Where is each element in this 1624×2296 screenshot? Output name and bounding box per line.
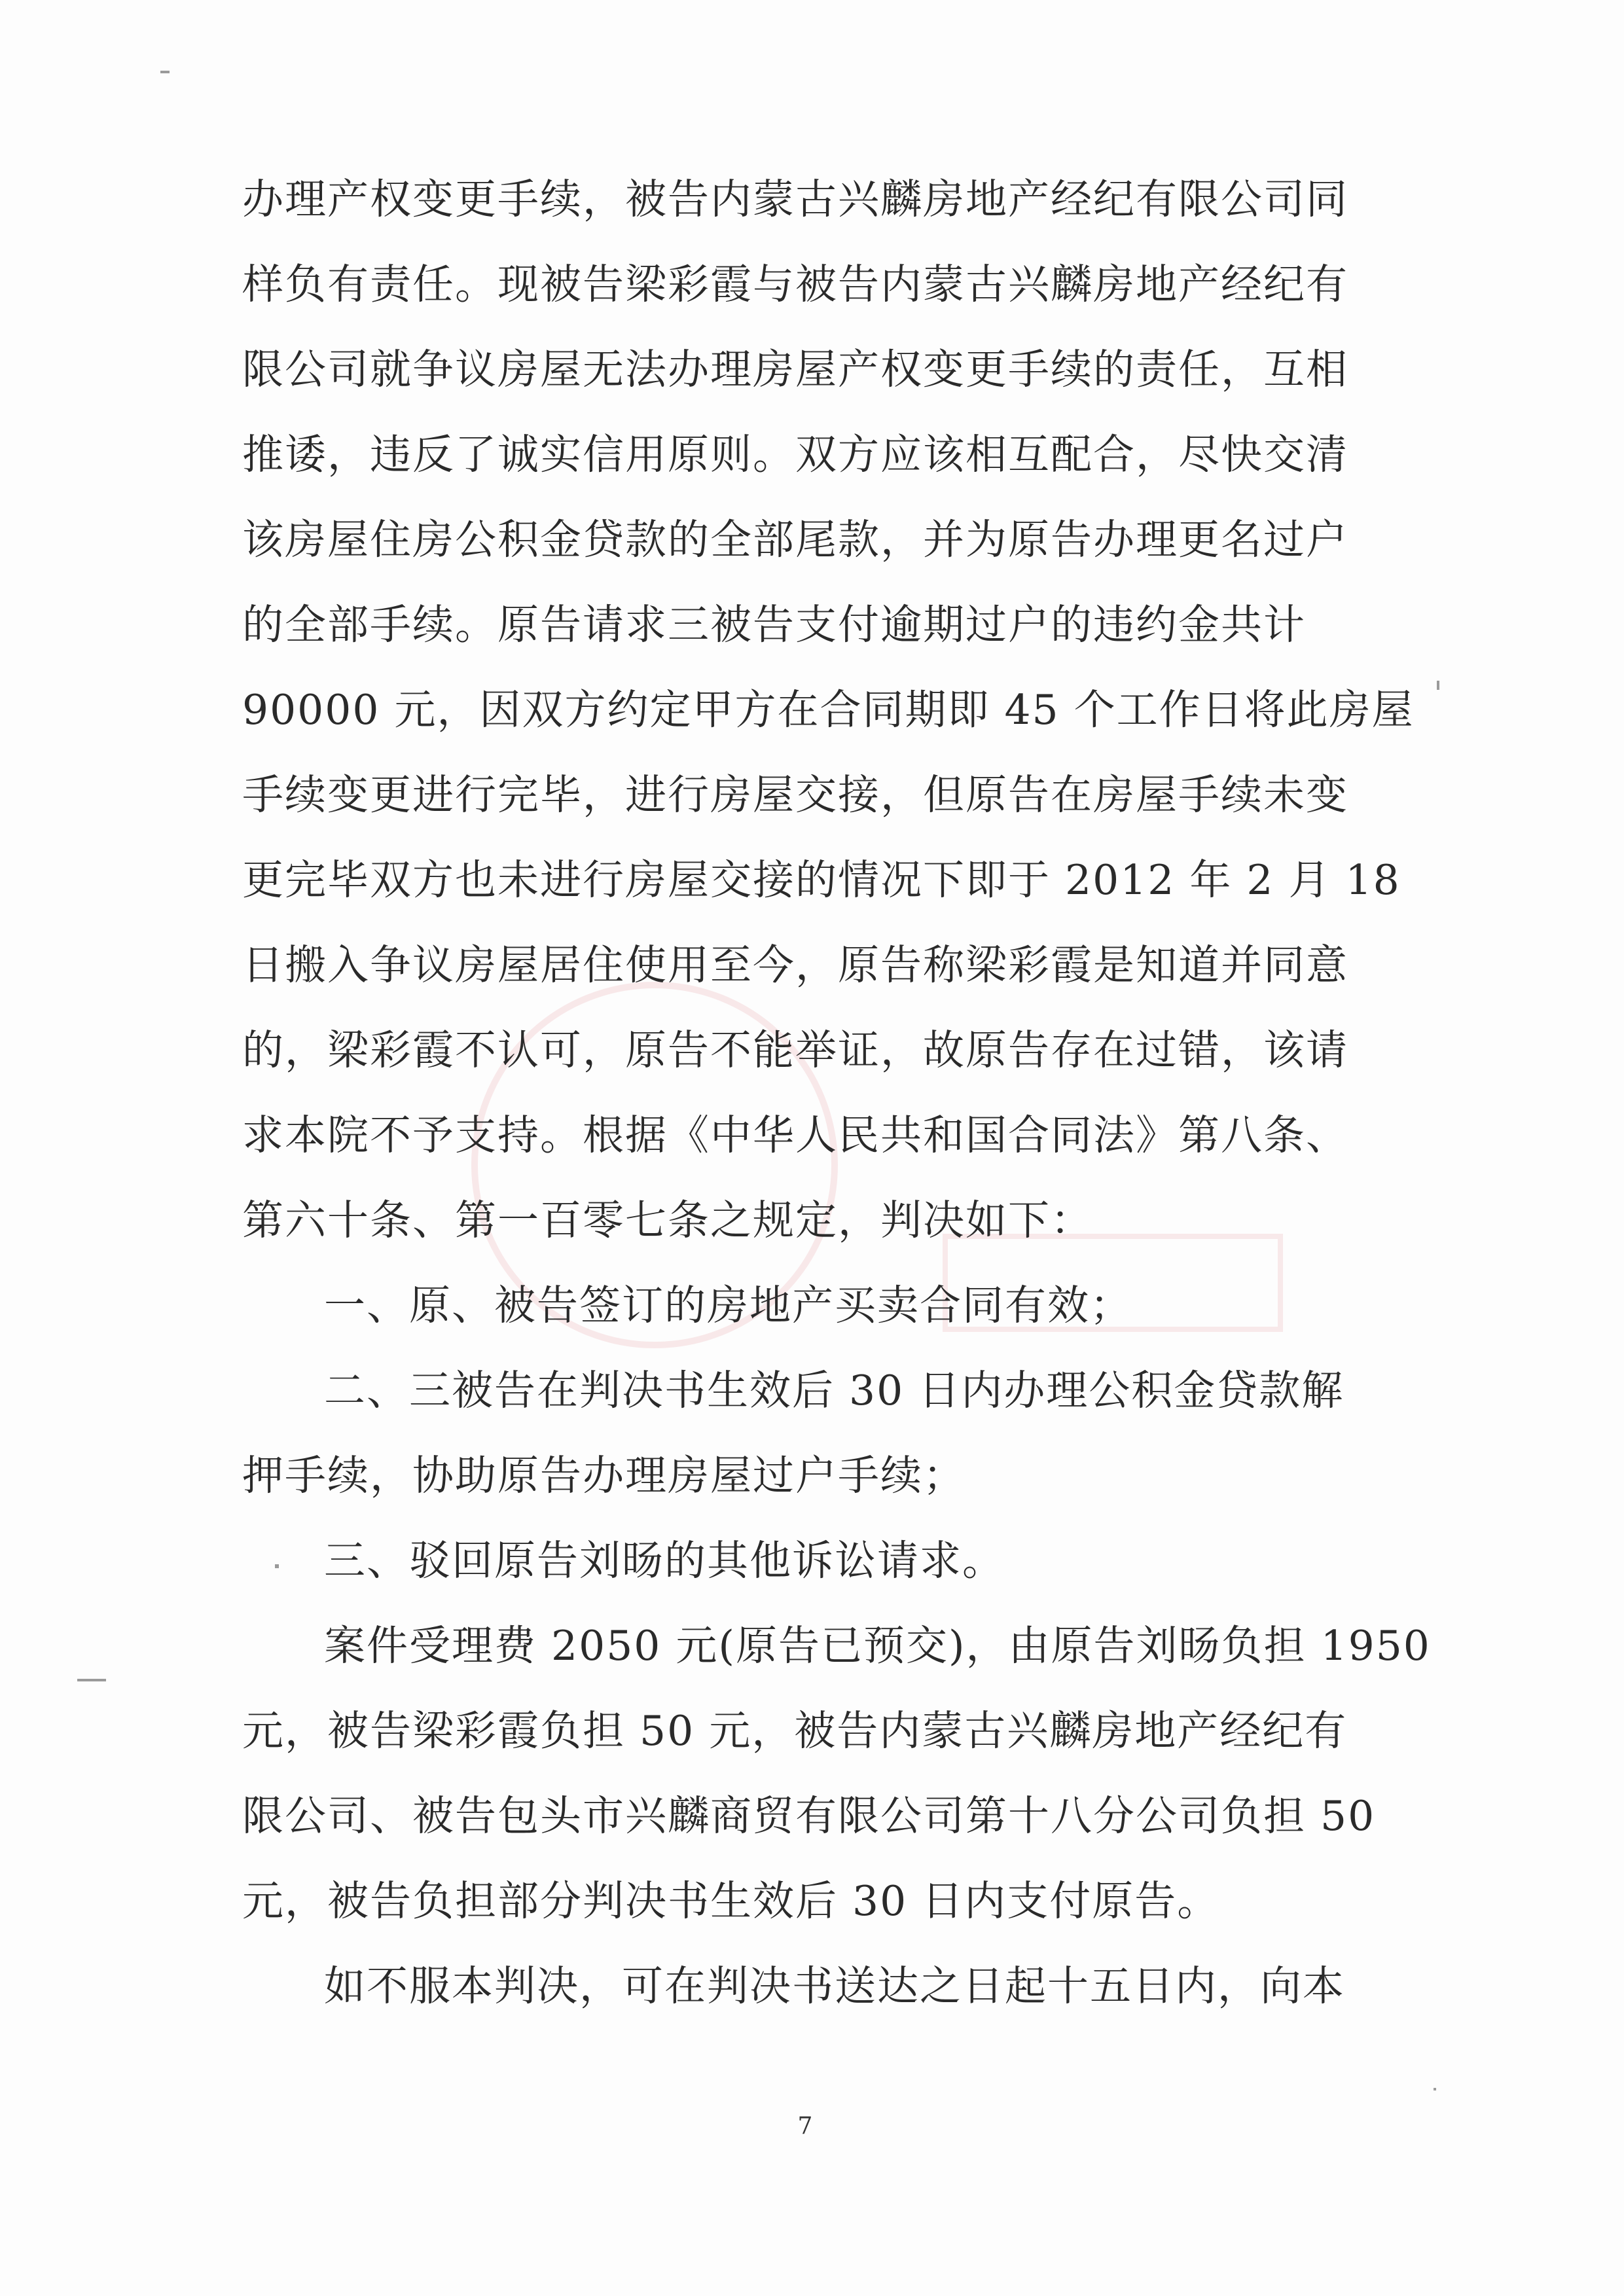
- scan-speck: [160, 71, 170, 73]
- body-line: 押手续，协助原告办理房屋过户手续；: [242, 1452, 965, 1499]
- judgment-item-3: 三、驳回原告刘旸的其他诉讼请求。: [324, 1537, 1005, 1585]
- body-line: 日搬入争议房屋居住使用至今，原告称梁彩霞是知道并同意: [242, 941, 1348, 989]
- scan-speck: [275, 1564, 279, 1568]
- page-number: 7: [797, 2113, 813, 2140]
- scan-speck: [1437, 681, 1439, 690]
- body-line: 该房屋住房公积金贷款的全部尾款，并为原告办理更名过户: [242, 516, 1348, 564]
- body-line: 第六十条、第一百零七条之规定，判决如下：: [242, 1196, 1093, 1244]
- body-line: 限公司就争议房屋无法办理房屋产权变更手续的责任，互相: [242, 346, 1348, 393]
- body-line: 限公司、被告包头市兴麟商贸有限公司第十八分公司负担 50: [242, 1792, 1376, 1840]
- body-line: 90000 元，因双方约定甲方在合同期即 45 个工作日将此房屋: [242, 686, 1415, 734]
- body-line: 求本院不予支持。根据《中华人民共和国合同法》第八条、: [242, 1111, 1348, 1159]
- scan-speck: [77, 1679, 106, 1681]
- body-line: 办理产权变更手续，被告内蒙古兴麟房地产经纪有限公司同: [242, 175, 1348, 223]
- body-line: 元，被告梁彩霞负担 50 元，被告内蒙古兴麟房地产经纪有: [242, 1707, 1348, 1755]
- body-line: 手续变更进行完毕，进行房屋交接，但原告在房屋手续未变: [242, 771, 1348, 819]
- judgment-item-1: 一、原、被告签订的房地产买卖合同有效；: [324, 1282, 1132, 1329]
- body-line: 更完毕双方也未进行房屋交接的情况下即于 2012 年 2 月 18: [242, 856, 1401, 904]
- judgment-item-2: 二、三被告在判决书生效后 30 日内办理公积金贷款解: [324, 1367, 1344, 1414]
- body-line: 推诿，违反了诚实信用原则。双方应该相互配合，尽快交清: [242, 431, 1348, 478]
- scan-speck: [1434, 2088, 1436, 2090]
- body-line: 元，被告负担部分判决书生效后 30 日内支付原告。: [242, 1877, 1220, 1925]
- fee-paragraph-line: 案件受理费 2050 元(原告已预交)，由原告刘旸负担 1950: [324, 1622, 1431, 1670]
- appeal-paragraph-line: 如不服本判决，可在判决书送达之日起十五日内，向本: [324, 1962, 1345, 2010]
- body-line: 的全部手续。原告请求三被告支付逾期过户的违约金共计: [242, 601, 1306, 649]
- body-line: 的，梁彩霞不认可，原告不能举证，故原告存在过错，该请: [242, 1026, 1348, 1074]
- body-line: 样负有责任。现被告梁彩霞与被告内蒙古兴麟房地产经纪有: [242, 260, 1348, 308]
